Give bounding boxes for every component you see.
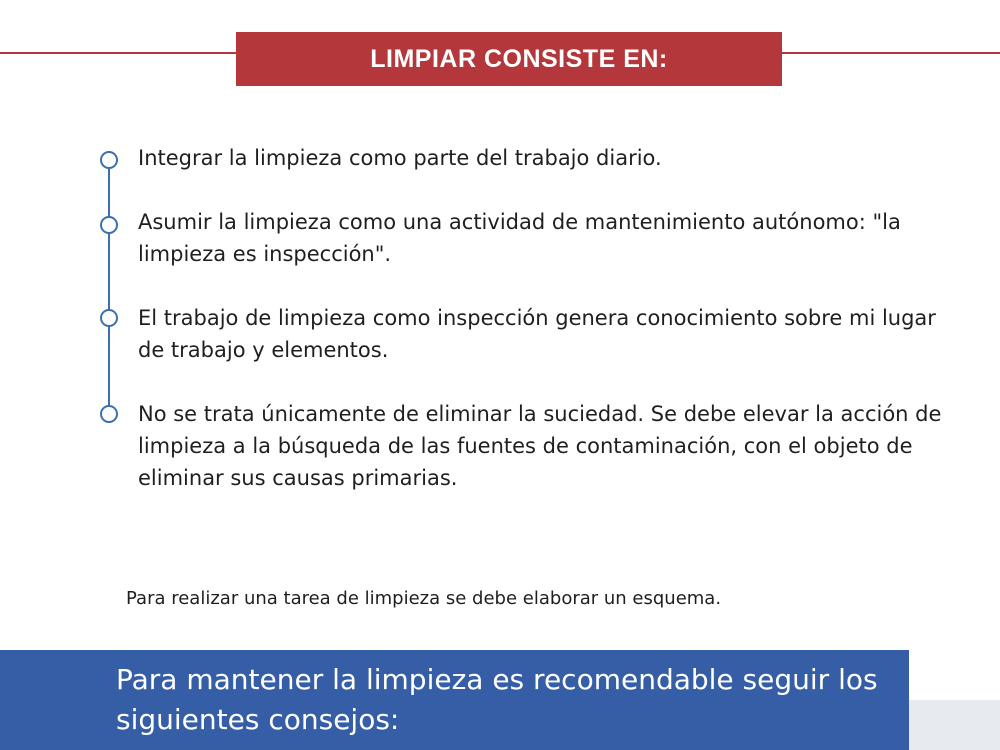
list-item: Integrar la limpieza como parte del trabajo diario. <box>138 146 662 170</box>
tips-banner-text: Para mantener la limpieza es recomendable seguir los siguientes consejos: <box>116 663 878 736</box>
timeline-node-icon <box>100 216 118 234</box>
schema-note: Para realizar una tarea de limpieza se debe elaborar un esquema. <box>126 588 722 609</box>
decorative-panel <box>909 700 1000 750</box>
header-rule-right <box>782 52 1000 54</box>
list-item: Asumir la limpieza como una actividad de mantenimiento autónomo: "la limpieza es inspección". <box>138 210 901 266</box>
timeline-node-icon <box>100 309 118 327</box>
header-rule-left <box>0 52 236 54</box>
header-banner <box>236 32 782 86</box>
list-item: No se trata únicamente de eliminar la suciedad. Se debe elevar la acción de limpieza a la búsqueda de las fuentes de contaminación, con el objeto de eliminar sus causas primarias. <box>138 402 942 490</box>
list-item: El trabajo de limpieza como inspección genera conocimiento sobre mi lugar de trabajo y elementos. <box>138 306 936 362</box>
header-title: LIMPIAR CONSISTE EN: <box>370 44 668 73</box>
timeline-node-icon <box>100 151 118 169</box>
timeline-node-icon <box>100 405 118 423</box>
timeline-line <box>108 167 110 408</box>
